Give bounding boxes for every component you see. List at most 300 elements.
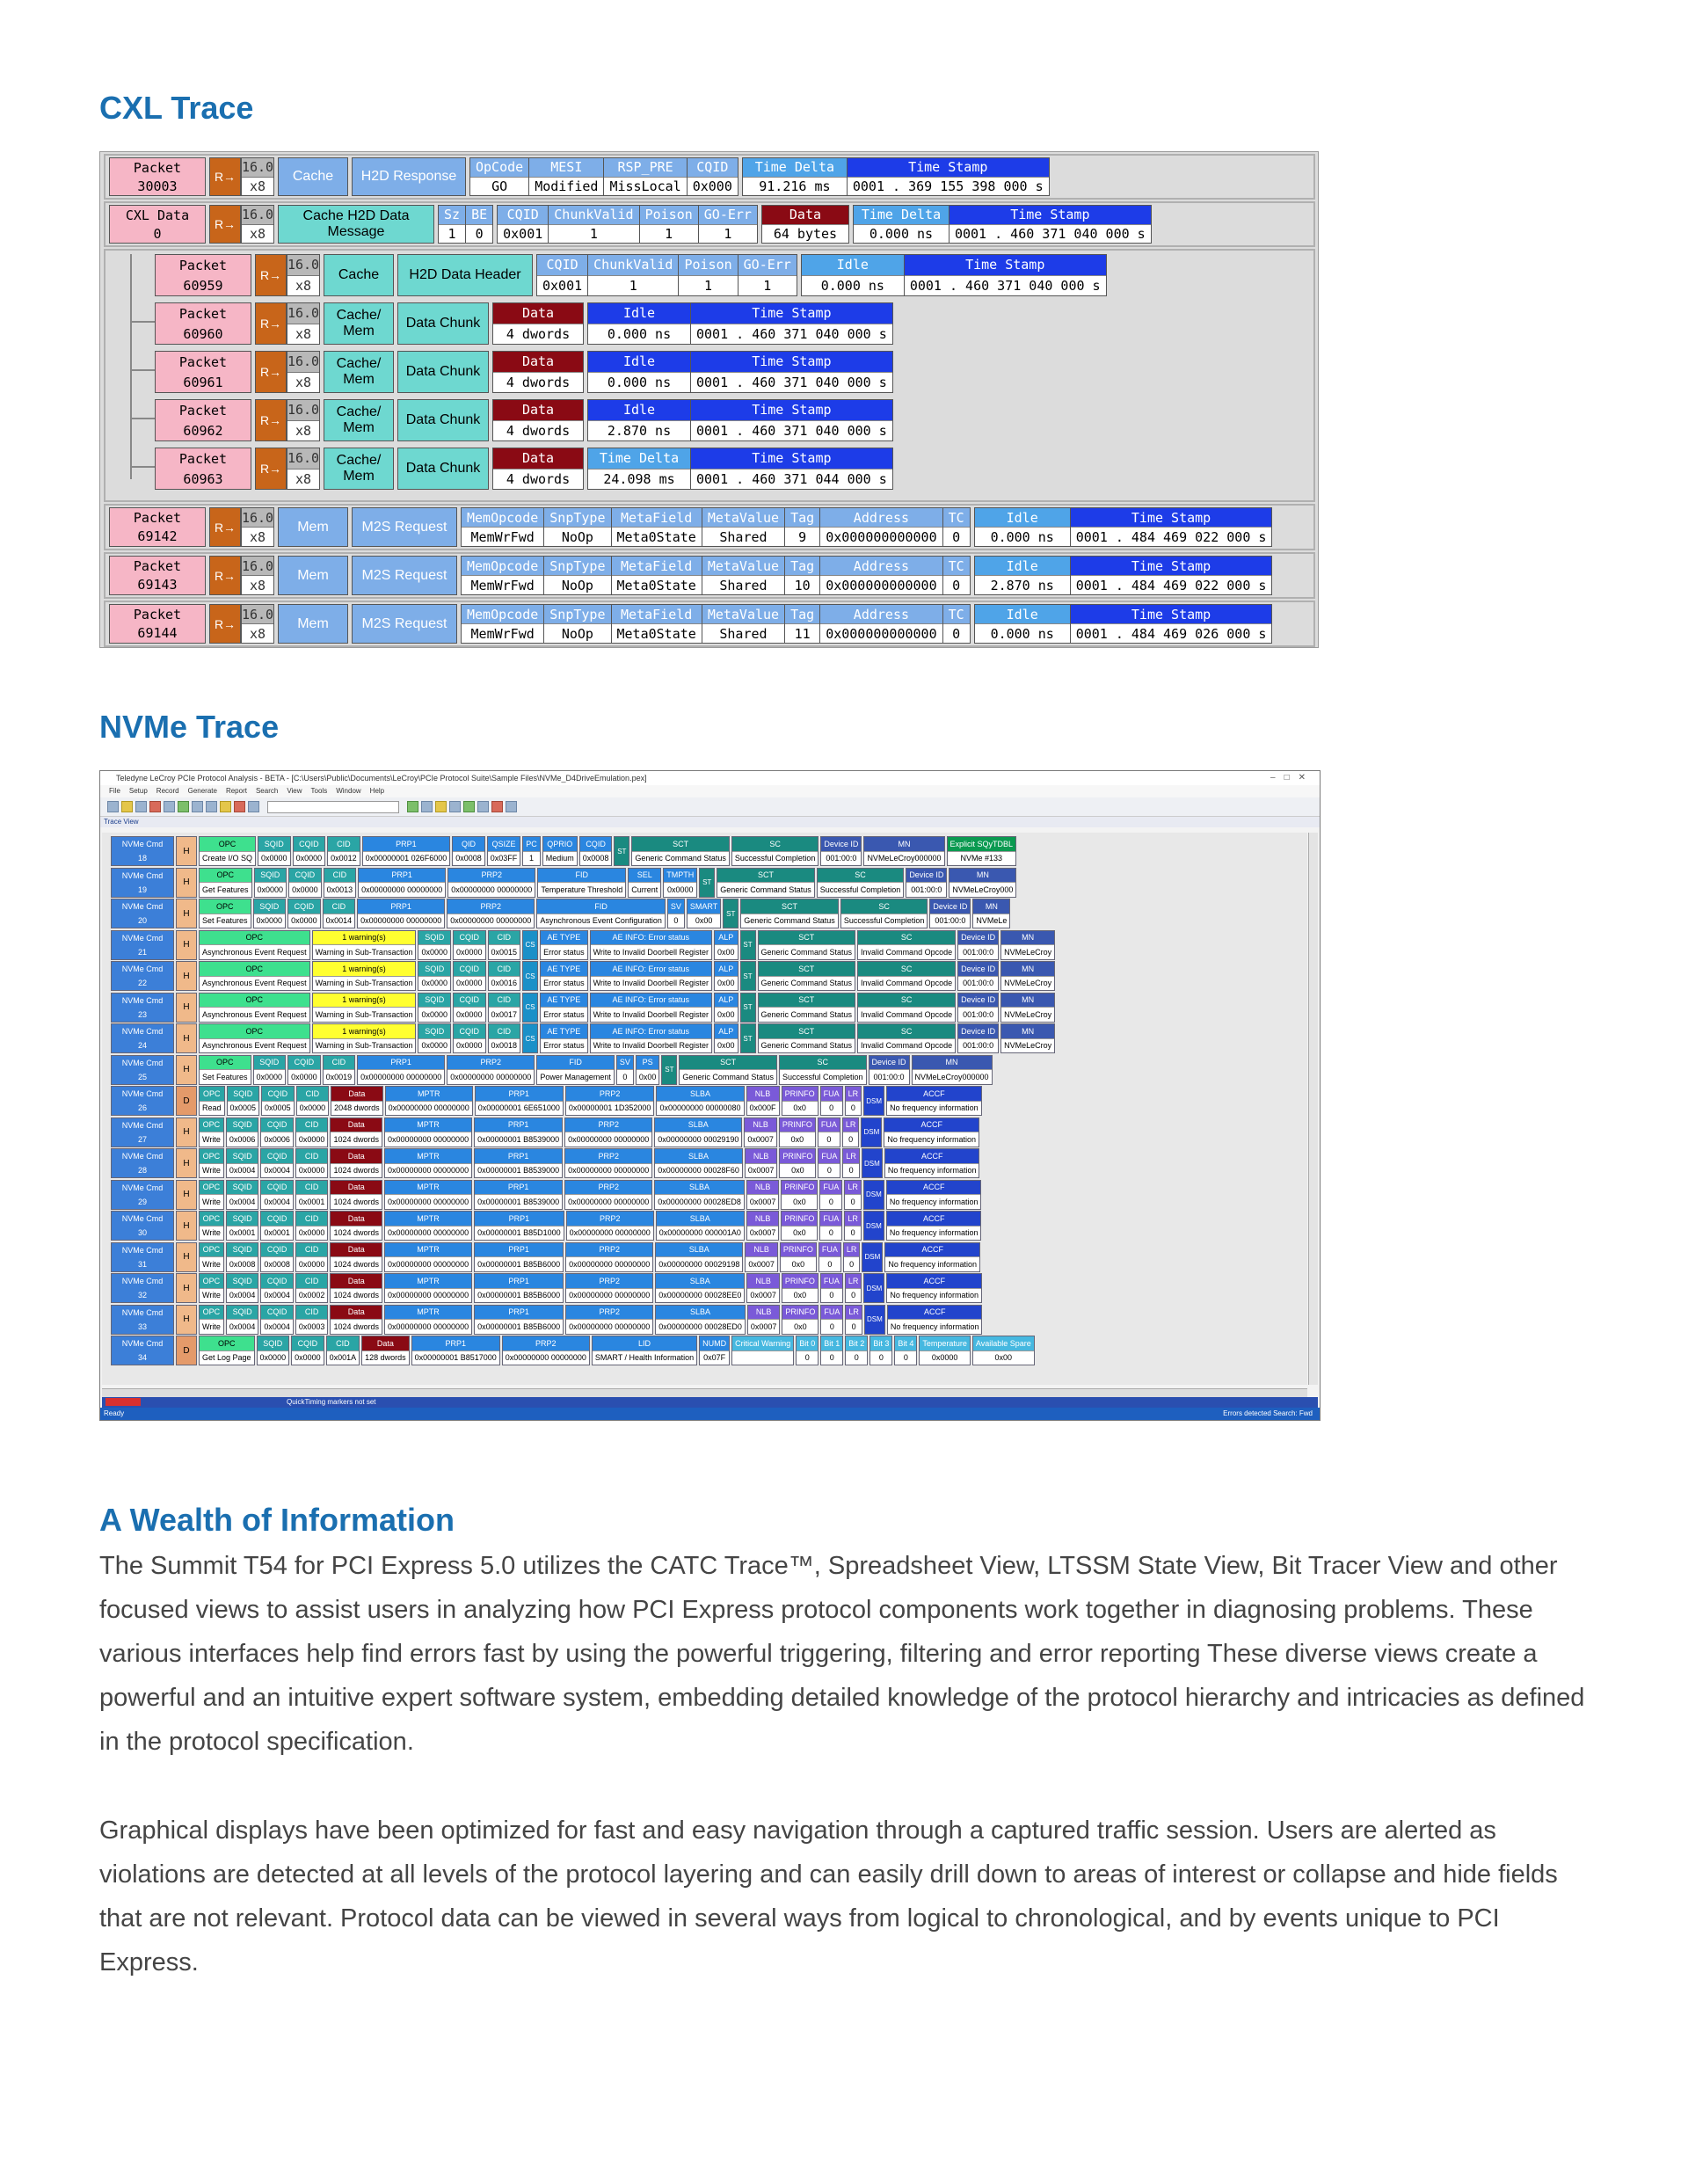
nvme-field [957, 1023, 999, 1053]
cs-marker: CS [522, 930, 538, 960]
packet-cell-header: Packet [156, 303, 251, 324]
nvme-field-value: 001:00:0 [958, 944, 998, 959]
direction-flag: H [176, 1211, 197, 1241]
nvme-field [714, 930, 738, 960]
nvme-field-value: 0x0013 [324, 882, 356, 897]
nvme-command-row[interactable] [111, 1148, 981, 1178]
data-chunk-row[interactable] [155, 448, 897, 490]
data-field-header: Data [493, 448, 583, 469]
nvme-field [746, 1180, 780, 1210]
filter-icon[interactable] [164, 801, 175, 812]
nvme-field-header: MN [1001, 994, 1054, 1008]
nvme-field-header: AE INFO: Error status [591, 994, 711, 1008]
time-stamp-field [1070, 556, 1273, 595]
nvme-command-row[interactable] [111, 1180, 983, 1210]
idle-field-value: 0.000 ns [975, 527, 1070, 546]
idle-field-value: 0.000 ns [588, 372, 690, 393]
help-icon[interactable] [506, 801, 517, 812]
nvme-field-value: 0x0000 [664, 882, 696, 897]
nvme-field-value: 0x00000000 00000000 [385, 1256, 471, 1271]
nvme-field-header: NLB [747, 1274, 779, 1288]
nvme-field [820, 1086, 843, 1116]
direction-flag: H [176, 1023, 197, 1053]
nvme-field-header: CQID [454, 994, 485, 1008]
menu-item[interactable]: Generate [187, 787, 217, 795]
time-stamp-field [690, 302, 893, 345]
nvme-field-header: FUA [821, 1274, 842, 1288]
nvme-field-header: PRP2 [447, 899, 534, 914]
metafield-field-header: MetaField [612, 605, 702, 623]
data-chunk-cell: Data Chunk [397, 351, 489, 393]
lanes-value: x8 [242, 576, 273, 594]
mesi-field: MESI Modified [528, 157, 604, 196]
idle-field-header: Idle [588, 352, 690, 372]
snptype-field-value: NoOp [544, 623, 610, 643]
memopcode-field-header: MemOpcode [462, 557, 543, 575]
nvme-field-header: SQID [227, 1274, 258, 1288]
nvme-field [474, 1117, 563, 1147]
bookmark-icon[interactable] [220, 801, 231, 812]
nvme-field [590, 961, 712, 991]
nvme-field-header: CQID [454, 962, 485, 976]
nvme-field-value: 0 [797, 1350, 818, 1365]
nvme-field-value: No frequency information [887, 1288, 981, 1303]
link-icon[interactable] [421, 801, 433, 812]
nvme-cmd-label: NVMe Cmd [112, 994, 173, 1008]
nvme-field-header: CQID [454, 1024, 485, 1038]
menu-item[interactable]: Help [369, 787, 385, 795]
direction-flag: H [176, 836, 197, 866]
nvme-field-header: PRP1 [475, 1306, 563, 1320]
nvme-field [384, 1180, 472, 1210]
nvme-field-value: Warning in Sub-Transaction [313, 976, 416, 991]
nvme-field [731, 836, 819, 866]
nvme-field-value: 0x07F [700, 1350, 729, 1365]
nvme-field-header: PRP1 [475, 1274, 563, 1288]
view-icon[interactable] [407, 801, 418, 812]
cs-marker: CS [522, 993, 538, 1023]
speed-value: 16.0 [287, 400, 319, 421]
nvme-field [260, 1242, 294, 1272]
time-stamp-field-header: Time Stamp [691, 400, 892, 420]
nvme-field-value: 1024 dwords [331, 1256, 382, 1271]
time-stamp-field-header: Time Stamp [691, 352, 892, 372]
menu-item[interactable]: Window [336, 787, 361, 795]
nvme-field-header: OPC [200, 962, 309, 976]
nvme-field-value: 0x00000000 00000000 [448, 882, 535, 897]
speed-value: 16.0 [242, 508, 273, 528]
nvme-command-row[interactable] [111, 1117, 981, 1147]
nvme-cmd-number: 23 [112, 1008, 173, 1022]
find-icon[interactable] [248, 801, 259, 812]
nvme-field-header: PS [637, 1056, 659, 1070]
packet-cell: Packet 30003 [109, 157, 206, 196]
nvme-field-header: SLBA [656, 1274, 744, 1288]
nvme-field-value: NVMeLeCroy000 [950, 882, 1015, 897]
nvme-field-header: PRP2 [447, 1056, 534, 1070]
nvme-field-value: Generic Command Status [759, 1007, 855, 1022]
nvme-field-header: LR [843, 1118, 859, 1132]
direction-cell: R→ [255, 351, 287, 393]
cache-mem-cell: Cache/ Mem [324, 302, 394, 345]
nvme-field-value: 0x0000 [258, 1350, 289, 1365]
nvme-field-header: PRP2 [448, 869, 535, 883]
cs-marker: CS [522, 961, 538, 991]
nvme-field-value: 0x0 [782, 1101, 818, 1116]
h2d-data-message-cell: Cache H2D Data Message [278, 205, 434, 244]
nvme-field-value: Successful Completion [780, 1069, 866, 1084]
address-field-header: Address [820, 557, 942, 575]
speed-value: 16.0 [287, 303, 319, 324]
settings-icon[interactable] [477, 801, 489, 812]
nvme-field-header: NLB [746, 1149, 777, 1163]
window-title: Teledyne LeCroy PCIe Protocol Analysis - BETA - [C:\Users\Public\Documents\LeCroy\PCIe Protocol Suite\Sample Files\NVMe_D4DriveEmulation.pex] [116, 774, 647, 783]
nvme-field-header: PRINFO [782, 1212, 817, 1226]
nvme-command-row[interactable] [111, 1305, 984, 1335]
time-stamp-field-value: 0001 . 484 469 026 000 s [1071, 623, 1272, 643]
nvme-field-header: PRP2 [566, 1243, 652, 1257]
nvme-field [312, 930, 417, 960]
nvme-field-value: 0x0012 [328, 851, 360, 866]
nvme-field [884, 1242, 980, 1272]
nvme-field [540, 930, 588, 960]
nvme-field [384, 1117, 472, 1147]
nvme-field-header: SQID [227, 1306, 258, 1320]
nvme-field [758, 930, 856, 960]
nvme-command-row[interactable] [111, 1211, 983, 1241]
nvme-field-header: PRP2 [566, 1274, 652, 1288]
trace-view[interactable] [102, 833, 1307, 1385]
nvme-field [746, 1086, 780, 1116]
nvme-cmd-cell [111, 1211, 174, 1241]
menu-item[interactable]: Search [255, 787, 279, 795]
cxl-packet-row[interactable] [104, 154, 1315, 200]
nvme-field-value: 0x03FF [488, 851, 520, 866]
nvme-field-header: CID [296, 1274, 328, 1288]
nvme-field-header: SLBA [655, 1149, 742, 1163]
nvme-field-header: TMPTH [664, 869, 696, 883]
nvme-field-value: 0x00000000 00000000 [566, 1288, 652, 1303]
nvme-field-header: PRP2 [566, 1306, 652, 1320]
metavalue-field-header: MetaValue [702, 605, 784, 623]
nvme-field-header: Data [331, 1087, 382, 1101]
nvme-field [327, 836, 360, 866]
nvme-field-header: SQID [255, 869, 287, 883]
cxl-data-cell: CXL Data 0 [109, 205, 206, 244]
direction-cell: R→ [209, 157, 241, 196]
time-delta-field: Time Delta 91.216 ms [742, 157, 848, 196]
nvme-field [779, 1117, 816, 1147]
st-marker: ST [661, 1055, 677, 1085]
nvme-field-value: 0x0007 [746, 1256, 777, 1271]
packet-cell-header: Packet [110, 557, 205, 576]
data-chunk-row[interactable] [155, 399, 897, 441]
data-chunk-row[interactable] [155, 302, 897, 345]
data-chunk-cell: Data Chunk [397, 448, 489, 490]
nvme-cmd-label: NVMe Cmd [112, 1274, 173, 1288]
packet-cell [155, 302, 251, 345]
nvme-field-header: LR [845, 1212, 861, 1226]
nvme-cmd-number: 25 [112, 1070, 173, 1084]
direction-flag: H [176, 868, 197, 898]
speed-value: 16.0 [242, 605, 273, 624]
nvme-field-value: 0x0 [782, 1194, 817, 1209]
nvme-field-value: 0x00000000 00028ED0 [656, 1319, 745, 1334]
nvme-field-value: Write [200, 1194, 223, 1209]
speed-value: 16.0 [242, 557, 273, 576]
layout-icon[interactable] [178, 801, 189, 812]
nvme-command-row[interactable] [111, 1055, 994, 1085]
menu-item[interactable]: View [287, 787, 302, 795]
menu-item[interactable]: Record [156, 787, 179, 795]
nvme-field-header: AE TYPE [541, 931, 587, 945]
nvme-field-header: FID [537, 899, 665, 914]
nvme-field-header: CQID [292, 1336, 324, 1350]
nvme-field [384, 1273, 472, 1303]
nvme-field-value: 0x0016 [489, 976, 520, 991]
close-icon[interactable]: ✕ [1298, 773, 1314, 783]
nvme-field [590, 1023, 712, 1053]
nvme-field [758, 1023, 856, 1053]
nvme-field-value: Get Features [200, 882, 251, 897]
nvme-field-header: PRINFO [782, 1274, 818, 1288]
marker-icon[interactable] [106, 1398, 141, 1406]
zoom-out-icon[interactable] [206, 801, 217, 812]
nvme-field-header: SC [732, 837, 819, 851]
nvme-field-value: 0x0000 [292, 1350, 324, 1365]
nvme-command-row[interactable] [111, 993, 1057, 1023]
metafield-field-header: MetaField [612, 508, 702, 527]
nvme-command-row[interactable] [111, 1242, 982, 1272]
nvme-field [358, 868, 446, 898]
nvme-field-header: 1 warning(s) [313, 994, 416, 1008]
nvme-field-header: NLB [747, 1181, 779, 1195]
m2s-request-row[interactable] [104, 601, 1315, 647]
nvme-field-header: PRP1 [358, 1056, 444, 1070]
nvme-field [226, 1305, 259, 1335]
nvme-field-value: Power Management [537, 1069, 614, 1084]
nvme-field-header: MPTR [385, 1306, 471, 1320]
nvme-field-header: SQID [418, 1024, 450, 1038]
lanes-value: x8 [242, 624, 273, 643]
nvme-field [199, 899, 251, 928]
m2s-request-row[interactable] [104, 504, 1315, 550]
nvme-field-value: 0 [819, 1163, 840, 1178]
nvme-field-value: 0x0000 [454, 1007, 485, 1022]
nvme-command-row[interactable] [111, 961, 1057, 991]
nvme-field-value: Write [200, 1319, 223, 1334]
dsm-marker: DSM [863, 1211, 884, 1241]
nvme-command-row[interactable] [111, 1023, 1057, 1053]
nvme-field-value: 0x00000000 00000000 [385, 1132, 471, 1147]
vertical-scrollbar[interactable] [1308, 833, 1318, 1385]
nvme-field [957, 961, 999, 991]
nvme-field-header: SQID [254, 1056, 286, 1070]
nvme-field [536, 899, 666, 928]
horizontal-scrollbar[interactable] [102, 1388, 1307, 1397]
nvme-field-value: 0 [843, 1132, 859, 1147]
nvme-field-value: 0x00000000 00000000 [566, 1319, 652, 1334]
nvme-field [845, 1336, 868, 1365]
nvme-field [887, 1305, 983, 1335]
open-icon[interactable] [107, 801, 119, 812]
nvme-field-header: Available Spare [973, 1336, 1034, 1350]
address-field-header: Address [820, 605, 942, 623]
tag-field [784, 556, 820, 595]
save-icon[interactable] [121, 801, 133, 812]
nvme-field-value: 0x0004 [261, 1288, 293, 1303]
direction-flag: H [176, 961, 197, 991]
nvme-field-header: SQID [258, 837, 290, 851]
nvme-field-value: 0x00 [637, 1069, 659, 1084]
nvme-cmd-cell [111, 1242, 174, 1272]
nvme-field [745, 1242, 778, 1272]
lock-icon[interactable] [491, 801, 503, 812]
nvme-field-header: 1 warning(s) [313, 931, 416, 945]
direction-cell: R→ [209, 507, 241, 547]
nvme-field [957, 930, 999, 960]
nvme-cmd-number: 28 [112, 1163, 173, 1177]
spreadsheet-icon[interactable] [449, 801, 461, 812]
nvme-field-header: NLB [747, 1212, 779, 1226]
maximize-icon[interactable]: □ [1284, 773, 1299, 783]
tc-field-header: TC [943, 557, 970, 575]
cxl-data-row[interactable] [104, 201, 1315, 247]
chart-icon[interactable] [463, 801, 475, 812]
snptype-field [543, 604, 611, 644]
idle-field-value: 0.000 ns [975, 623, 1070, 643]
nvme-field-header: MPTR [385, 1118, 471, 1132]
tag-field-header: Tag [785, 557, 819, 575]
nvme-field [780, 1242, 817, 1272]
nvme-field-value: 0x00000000 00000000 [358, 1069, 444, 1084]
nvme-field-value: 0x00000000 00028ED8 [655, 1194, 744, 1209]
dsm-marker: DSM [863, 1180, 884, 1210]
nvme-field [260, 1211, 294, 1241]
nvme-field [746, 1273, 780, 1303]
nvme-command-row[interactable] [111, 899, 1012, 928]
nvme-field-value: 0x0 [782, 1319, 818, 1334]
nvme-field-header: PRP1 [475, 1243, 563, 1257]
tc-field [942, 604, 971, 644]
m2s-request-row[interactable] [104, 552, 1315, 599]
nvme-field-header: CID [296, 1118, 328, 1132]
nvme-field-header: SQID [228, 1087, 259, 1101]
nvme-field-header: PC [523, 837, 540, 851]
record-icon[interactable] [135, 801, 147, 812]
nvme-field [687, 899, 721, 928]
nvme-field-header: PRP2 [503, 1336, 589, 1350]
nvme-field [747, 1305, 781, 1335]
nvme-field-value: Generic Command Status [680, 1069, 776, 1084]
idle-field-value: 2.870 ns [588, 420, 690, 441]
nvme-field-header: OPC [200, 1243, 223, 1257]
nvme-field-header: OPC [200, 1336, 254, 1350]
nvme-field-header: SQID [258, 1336, 289, 1350]
nvme-field-value: Write [200, 1132, 223, 1147]
nvme-field [565, 1305, 653, 1335]
data-field: Data 64 bytes [761, 205, 849, 244]
menu-item[interactable]: Tools [310, 787, 328, 795]
nvme-field [199, 1023, 310, 1053]
nvme-field-value: Current [629, 882, 660, 897]
zoom-in-icon[interactable] [192, 801, 203, 812]
nvme-field [894, 1336, 917, 1365]
menu-item[interactable]: Report [225, 787, 247, 795]
metavalue-field [702, 507, 785, 547]
h2d-data-header-row[interactable] [155, 254, 1110, 296]
data-chunk-row[interactable] [155, 351, 897, 393]
nvme-field-value: 0x0 [780, 1163, 815, 1178]
nvme-field [330, 1180, 382, 1210]
nvme-field [324, 868, 357, 898]
time-stamp-field [690, 351, 893, 393]
nvme-field-header: FUA [819, 1118, 840, 1132]
data-field-value: 4 dwords [493, 469, 583, 490]
nvme-field-value: Set Features [200, 1069, 251, 1084]
nvme-field-value: 1024 dwords [331, 1226, 382, 1241]
memopcode-field-value: MemWrFwd [462, 527, 543, 546]
time-stamp-field-value: 0001 . 484 469 022 000 s [1071, 575, 1272, 594]
trace-view-label: Trace View [100, 817, 1320, 827]
nvme-command-row[interactable] [111, 836, 1018, 866]
nvme-field-header: PRP1 [358, 899, 444, 914]
stop-icon[interactable] [149, 801, 161, 812]
time-stamp-field-header: Time Stamp [1071, 605, 1272, 623]
memopcode-field-header: MemOpcode [462, 605, 543, 623]
data-field [492, 302, 584, 345]
hide-icon[interactable] [234, 801, 245, 812]
nvme-field-value: Write to Invalid Doorbell Register [591, 1007, 711, 1022]
nvme-field-header: PRINFO [780, 1149, 815, 1163]
nvme-field-value: No frequency information [888, 1319, 982, 1334]
report-icon[interactable] [435, 801, 447, 812]
speed-cell [287, 302, 320, 345]
nvme-field-header: CID [296, 1243, 328, 1257]
nvme-field-header: OPC [200, 1118, 223, 1132]
nvme-field [542, 836, 578, 866]
nvme-field-header: SLBA [655, 1118, 741, 1132]
nvme-field-header: NLB [746, 1243, 777, 1257]
nvme-field-header: CID [328, 837, 360, 851]
nvme-field [488, 961, 521, 991]
nvme-field [540, 1023, 588, 1053]
nvme-field-value: Generic Command Status [717, 882, 814, 897]
nvme-field-header: ALP [715, 994, 738, 1008]
nvme-command-row[interactable] [111, 1336, 1037, 1365]
nvme-command-row[interactable] [111, 868, 1018, 898]
nvme-field [331, 1086, 383, 1116]
nvme-field [1000, 961, 1055, 991]
packet-cell [109, 556, 206, 595]
nvme-cmd-number: 27 [112, 1132, 173, 1147]
nvme-field-header: ACCF [884, 1118, 979, 1132]
nvme-command-row[interactable] [111, 1086, 984, 1116]
minimize-icon[interactable]: – [1270, 773, 1284, 783]
nvme-field-value: 001:00:0 [821, 851, 861, 866]
idle-field: Idle 0.000 ns [801, 254, 905, 296]
menu-item[interactable]: File [109, 787, 120, 795]
search-dropdown[interactable] [267, 801, 399, 813]
nvme-field-header: Device ID [930, 899, 970, 914]
nvme-command-row[interactable] [111, 930, 1057, 960]
nvme-field [502, 1336, 590, 1365]
time-stamp-field-value: 0001 . 484 469 022 000 s [1071, 527, 1272, 546]
menu-item[interactable]: Setup [128, 787, 148, 795]
nvme-command-row[interactable] [111, 1273, 984, 1303]
nvme-field [260, 1180, 294, 1210]
nvme-field-value: 001:00:0 [958, 1007, 998, 1022]
